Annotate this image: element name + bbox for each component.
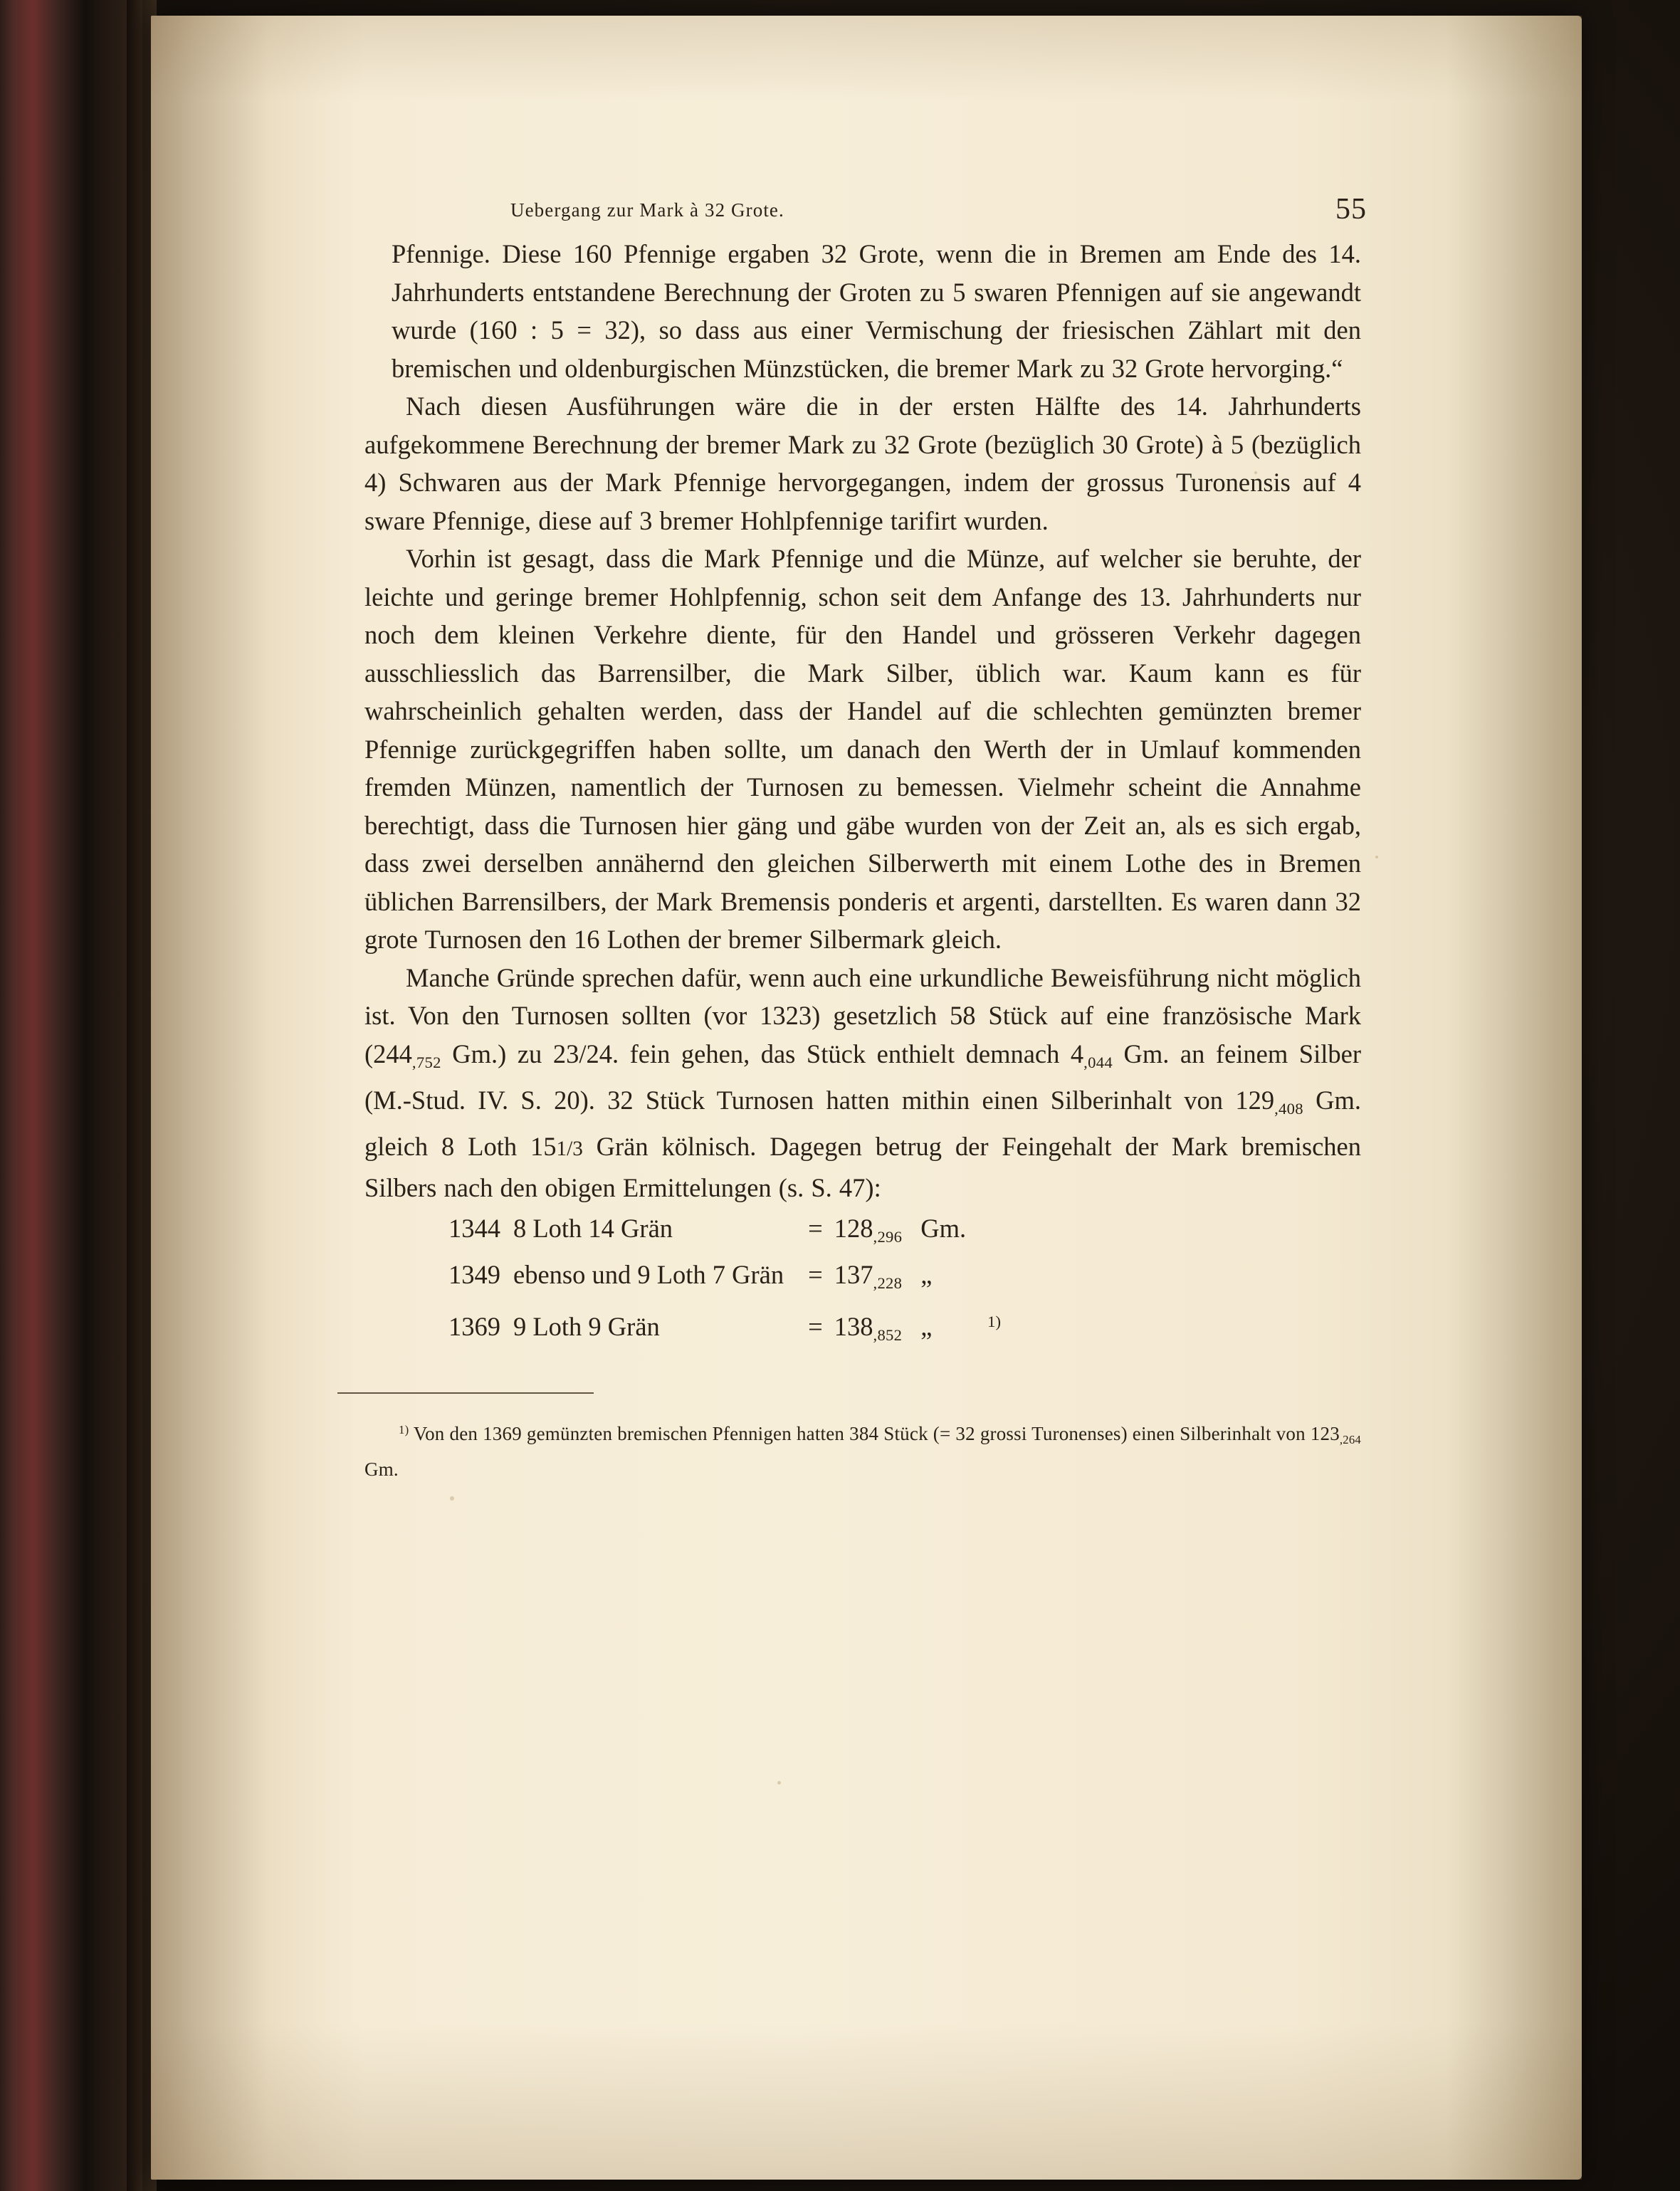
row-note [987,1303,1001,1355]
footnote-sub: ,264 [1339,1433,1361,1447]
paper-speck [1375,856,1378,858]
row-note [987,1209,1001,1256]
row-unit: „ [920,1312,933,1342]
paragraph-3: Vorhin ist gesagt, dass die Mark Pfennige und die Münze, auf welcher sie beruhte, der leichte und geringe bremer Hohlpfennig, schon seit dem Anfange des 13. Jahrhunderts nur noch dem kleinen Verkehre diente, für den Handel und grösseren Verkehr dagegen ausschliesslich das Barrensilber, die Mark Silber, üblich war. Kaum kann es für wahrscheinlich gehalten werden, dass der Handel auf die schlechten gemünzten bremer Pfennige zurückgegriffen haben sollte, um danach den Werth der in Umlauf kommenden fremden Münzen, namentlich der Turnosen zu bemessen. Vielmehr scheint die Annahme berechtigt, dass die Turnosen hier gäng und gäbe wurden von der Zeit an, als es sich ergab, dass zwei derselben annähernd den gleichen Silberwerth mit einem Lothe des in Bremen üblichen Barrensilbers, der Mark Bremensis ponderis et argenti, darstellten. Es waren dann 32 grote Turnosen den 16 Lothen der bremer Silbermark gleich. [364,544,1361,954]
row-unit: Gm. [920,1214,967,1244]
row-year: 1349 [448,1260,500,1290]
p4-sub3: ,408 [1274,1099,1303,1118]
row-value [834,1256,921,1302]
row-desc: 8 Loth 14 Grän [513,1214,673,1244]
row-note-marker: 1) [987,1312,1002,1330]
p4-sub1: ,752 [411,1053,441,1071]
p4-part2: Gm.) zu 23/24. fein gehen, das Stück enthielt demnach 4 [441,1039,1084,1068]
row-value [834,1303,921,1355]
row-value-int: 128 [834,1214,873,1244]
row-note [987,1256,1001,1302]
row-year: 1369 [448,1312,500,1342]
row-value-frac: ,296 [873,1227,903,1246]
page-content [364,193,1367,1484]
p4-part3: Gm. an feinem Silber (M.-Stud. IV. S. 20). 32 Stück Turnosen hatten mithin einen Silberinhalt von 129 [364,1039,1361,1115]
p4-part5: Grän kölnisch. Dagegen betrug der Feingehalt der Mark bremischen Silbers nach den obigen Ermittelungen (s. S. 47): [364,1132,1361,1202]
row-value-int: 138 [834,1312,873,1342]
row-year: 1344 [448,1214,500,1244]
paper-speck [450,1496,454,1501]
table-row [448,1256,1001,1302]
p4-sub2: ,044 [1083,1053,1113,1071]
row-unit: „ [920,1260,933,1290]
row-value-frac: ,228 [873,1274,903,1293]
paragraph-2: Nach diesen Ausführungen wäre die in der ersten Hälfte des 14. Jahrhunderts aufgekommene Berechnung der bremer Mark zu 32 Grote (bezüglich 30 Grote) à 5 (bezüglich 4) Schwaren aus der Mark Pfennige hervorgegangen, indem der grossus Turonensis auf 4 sware Pfennige, diese auf 3 bremer Hohlpfennige tarifirt wurden. [364,392,1361,535]
row-desc: 9 Loth 9 Grän [513,1312,660,1342]
footnote-part1: Von den 1369 gemünzten bremischen Pfennigen hatten 384 Stück (= 32 grossi Turonenses) einen Silberinhalt von 123 [409,1423,1340,1445]
row-desc: ebenso und 9 Loth 7 Grän [513,1260,784,1290]
book-page [151,16,1582,2180]
footnote [364,1415,1361,1483]
row-equals: = [808,1260,823,1290]
row-equals: = [808,1312,823,1342]
row-value-frac: ,852 [873,1325,903,1344]
page-gutter-shadow [151,16,364,2180]
footnote-part2: Gm. [364,1458,399,1480]
row-value [834,1209,921,1256]
footnote-marker: 1) [399,1423,409,1437]
row-equals: = [808,1214,823,1244]
page-bottom-shadow [151,2023,1582,2180]
running-title: Uebergang zur Mark à 32 Grote. [510,199,784,221]
p4-part4: Gm. gleich 8 Loth 15 [364,1085,1362,1162]
p4-part1: Manche Gründe sprechen dafür, wenn auch eine urkundliche Beweisführung nicht möglich ist. Von den Turnosen sollten (vor 1323) gesetzlich 58 Stück auf eine französische Mark (244 [364,962,1361,1068]
table-row [448,1209,1001,1256]
paragraph-4 [364,959,1361,1207]
p4-fraction: 1/3 [556,1137,583,1161]
footnote-rule [337,1392,594,1394]
page-number: 55 [1335,193,1367,226]
paragraph-1: Pfennige. Diese 160 Pfennige ergaben 32 Grote, wenn die in Bremen am Ende des 14. Jahrhunderts entstandene Berechnung der Groten zu 5 swaren Pfennigen auf sie angewandt wurde (160 : 5 = 32), so dass aus einer Vermischung der friesischen Zählart mit den bremischen und oldenburgischen Münzstücken, die bremer Mark zu 32 Grote hervorging.“ [392,239,1361,383]
book-binding [0,0,142,2191]
table-row [448,1303,1001,1355]
silver-content-table [364,1209,1361,1354]
page-top-shadow [151,16,1582,101]
paper-speck [777,1781,781,1785]
row-value-int: 137 [834,1260,873,1290]
running-head [364,193,1367,235]
page-edge-shadow [1447,16,1582,2180]
